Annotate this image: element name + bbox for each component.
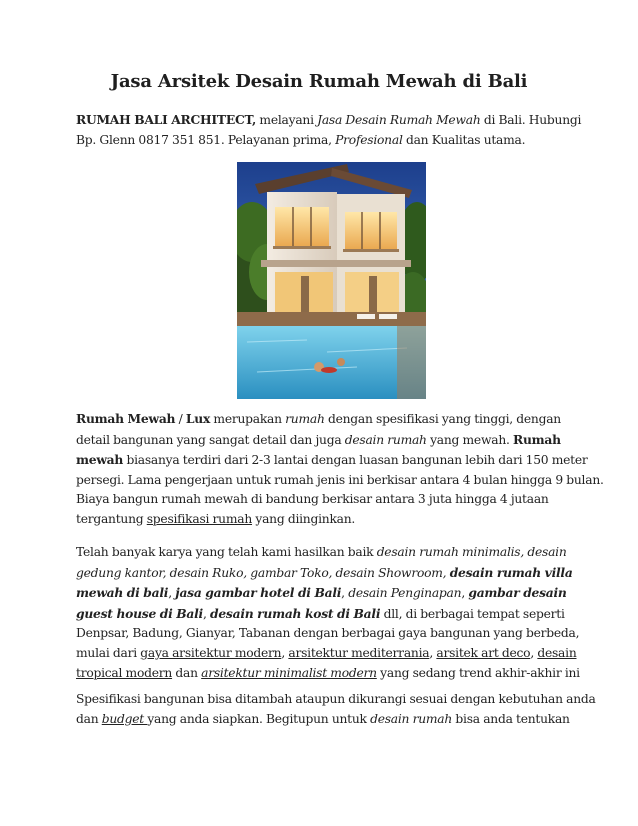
text-run: dan (76, 711, 102, 726)
text-run: , (341, 586, 349, 601)
link-gaya-arsitektur-modern[interactable]: gaya arsitektur modern (140, 645, 282, 660)
text-run: rumah (285, 412, 325, 426)
company-name: RUMAH BALI ARCHITECT, (76, 112, 257, 127)
text-run: detail bangunan yang sangat detail dan juga (76, 432, 345, 447)
link-arsitektur-minimalist-modern[interactable] (201, 666, 377, 680)
text-run: , (530, 645, 538, 660)
text-run: Rumah Mewah (76, 411, 176, 426)
text-run: , (202, 606, 210, 621)
text-run: merupakan (210, 412, 286, 426)
text-run: dan Kualitas utama. (402, 132, 526, 147)
specification-paragraph (76, 690, 596, 729)
text-run: biasanya terdiri dari 2-3 lantai dengan luasan bangunan lebih dari 150 meter (123, 453, 588, 468)
text-run: desain rumah (344, 432, 427, 447)
link-budget[interactable] (102, 712, 148, 726)
link-desain-tropical-2[interactable]: tropical modern (76, 665, 173, 680)
text-run: tergantung (76, 511, 147, 526)
text-run: , (461, 586, 469, 601)
text-run: guest house di Bali (76, 605, 203, 621)
text-run: , (281, 645, 289, 660)
text-run: desain Penginapan (348, 586, 462, 601)
text-run: melayani (256, 113, 318, 127)
text-run: gedung kantor, desain Ruko, gambar Toko, desain Showroom, (76, 565, 447, 580)
text-line: Biaya bangun rumah mewah di bandung berkisar antara 3 juta hingga 4 jutaan (76, 492, 549, 507)
text-run: di Bali. Hubungi (480, 113, 582, 127)
intro-paragraph (76, 110, 582, 150)
page-title: Jasa Arsitek Desain Rumah Mewah di Bali (110, 71, 528, 92)
text-line: Denpsar, Badung, Gianyar, Tabanan dengan berbagai gaya bangunan yang berbeda, (76, 626, 580, 641)
text-run: yang mewah. (426, 432, 514, 447)
text-run: mewah di bali (76, 585, 169, 601)
link-desain-tropical-1[interactable]: desain (537, 645, 577, 660)
text-run: gambar desain (468, 585, 567, 601)
text-run: bisa anda tentukan (452, 711, 570, 726)
text-run: yang anda siapkan. Begitupun untuk (147, 711, 371, 726)
text-run: Bp. Glenn 0817 351 851. Pelayanan prima, (76, 132, 336, 147)
link-spesifikasi-rumah[interactable]: spesifikasi rumah (146, 511, 253, 526)
text-run: Lux (185, 411, 211, 426)
text-line: Spesifikasi bangunan bisa ditambah ataupun dikurangi sesuai dengan kebutuhan anda (76, 692, 596, 706)
text-run: Rumah (513, 431, 561, 447)
text-run: , (429, 645, 437, 660)
text-run: / (175, 412, 186, 426)
text-run: desain rumah kost di Bali (210, 605, 381, 621)
text-run: yang diinginkan. (252, 511, 356, 526)
text-run: Jasa Desain Rumah Mewah (317, 113, 481, 127)
text-run: mewah (76, 452, 124, 468)
text-run: desain rumah (370, 711, 453, 726)
link-arsitek-art-deco[interactable]: arsitek art deco (436, 645, 531, 660)
text-run: dan (172, 665, 202, 680)
text-line: persegi. Lama pengerjaan untuk rumah jenis ini berkisar antara 4 bulan hingga 9 bulan. (76, 472, 604, 487)
text-run: budget (101, 711, 148, 726)
link-arsitektur-mediterrania[interactable]: arsitektur mediterrania (288, 645, 430, 660)
villa-photo (237, 162, 426, 399)
text-run: Telah banyak karya yang telah kami hasilkan baik (76, 545, 377, 559)
text-run: yang sedang trend akhir-akhir ini (376, 665, 580, 680)
text-run: desain rumah villa (449, 564, 573, 580)
text-run: dengan spesifikasi yang tinggi, dengan (324, 412, 561, 426)
text-run: dll, di berbagai tempat seperti (380, 606, 565, 621)
text-run: , (168, 586, 176, 601)
luxury-house-paragraph (76, 409, 604, 530)
text-run: mulai dari (76, 645, 141, 660)
text-run: jasa gambar hotel di Bali (175, 585, 342, 601)
text-run: Profesional (335, 132, 403, 147)
portfolio-paragraph (76, 543, 580, 683)
text-run: desain rumah minimalis, desain (376, 545, 567, 559)
text-run: arsitektur minimalist modern (201, 665, 377, 680)
